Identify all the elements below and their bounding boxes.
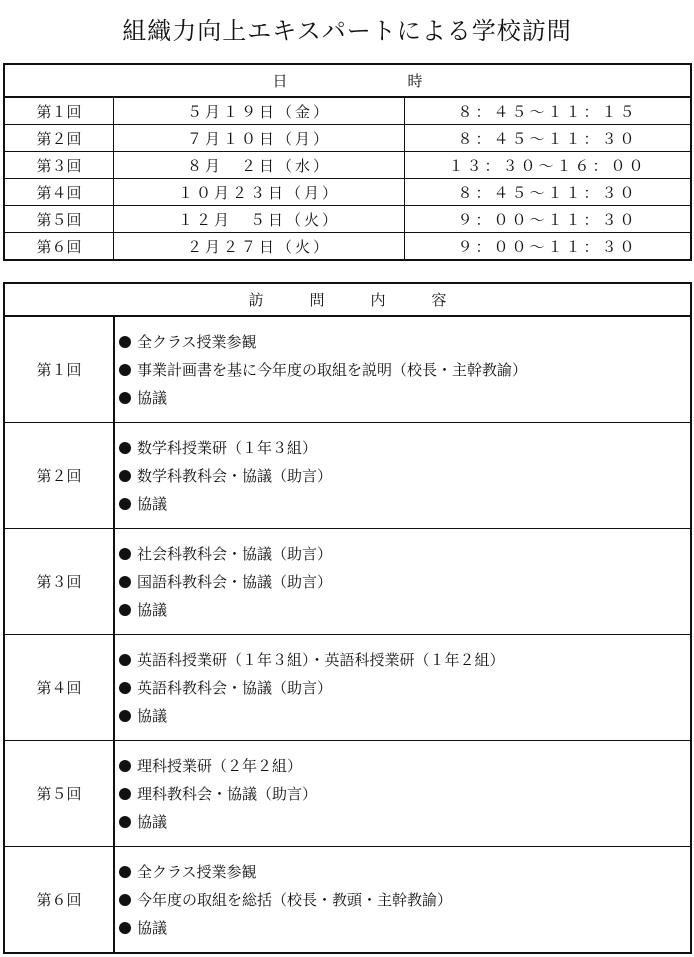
bullet-icon bbox=[119, 392, 131, 404]
visit-item bbox=[119, 808, 690, 836]
visit-ordinal: 第４回 bbox=[4, 635, 114, 741]
visits-header-row bbox=[4, 283, 691, 316]
visit-item bbox=[119, 540, 690, 568]
schedule-row bbox=[4, 179, 691, 206]
visit-item-text: 数学科授業研（１年３組） bbox=[137, 438, 318, 457]
visit-item-text: 事業計画書を基に今年度の取組を説明（校長・主幹教諭） bbox=[137, 360, 528, 379]
schedule-date: ２月２７日（火） bbox=[114, 233, 405, 261]
visit-item-text: 協議 bbox=[137, 918, 168, 937]
visit-item bbox=[119, 886, 690, 914]
visit-item-text: 数学科教科会・協議（助言） bbox=[137, 466, 333, 485]
schedule-row bbox=[4, 233, 691, 261]
bullet-icon bbox=[119, 654, 131, 666]
visit-ordinal: 第５回 bbox=[4, 741, 114, 847]
visit-item bbox=[119, 858, 690, 886]
bullet-icon bbox=[119, 604, 131, 616]
visits-header bbox=[4, 283, 691, 316]
visit-item-text: 国語科教科会・協議（助言） bbox=[137, 572, 333, 591]
schedule-ordinal: 第６回 bbox=[4, 233, 114, 261]
schedule-header-right: 時 bbox=[407, 72, 423, 90]
visit-item-text: 協議 bbox=[137, 600, 168, 619]
visits-header-char: 容 bbox=[431, 291, 447, 309]
visit-items bbox=[114, 635, 691, 741]
schedule-date: ７月１０日（月） bbox=[114, 125, 405, 152]
visit-item bbox=[119, 646, 690, 674]
visit-item bbox=[119, 462, 690, 490]
bullet-icon bbox=[119, 894, 131, 906]
schedule-date: ５月１９日（金） bbox=[114, 97, 405, 125]
schedule-ordinal: 第３回 bbox=[4, 152, 114, 179]
schedule-row bbox=[4, 97, 691, 125]
visit-item-text: 社会科教科会・協議（助言） bbox=[137, 544, 333, 563]
schedule-time: １３：３０〜１６：００ bbox=[405, 152, 692, 179]
bullet-icon bbox=[119, 866, 131, 878]
bullet-icon bbox=[119, 710, 131, 722]
document-title: 組織力向上エキスパートによる学校訪問 bbox=[122, 17, 572, 45]
schedule-time: ８：４５〜１１：３０ bbox=[405, 125, 692, 152]
bullet-icon bbox=[119, 442, 131, 454]
visit-item bbox=[119, 384, 690, 412]
visit-row bbox=[4, 741, 691, 847]
bullet-icon bbox=[119, 364, 131, 376]
visit-row bbox=[4, 316, 691, 423]
visit-item-text: 協議 bbox=[137, 812, 168, 831]
visit-content-table bbox=[3, 282, 692, 954]
schedule-header-row bbox=[4, 64, 691, 97]
bullet-icon bbox=[119, 682, 131, 694]
bullet-icon bbox=[119, 336, 131, 348]
schedule-header-left: 日 bbox=[272, 72, 288, 90]
visit-item bbox=[119, 328, 690, 356]
visit-item-text: 理科授業研（２年２組） bbox=[137, 756, 303, 775]
schedule-header bbox=[4, 64, 691, 97]
schedule-time: ９：００〜１１：３０ bbox=[405, 206, 692, 233]
bullet-icon bbox=[119, 922, 131, 934]
visit-item bbox=[119, 702, 690, 730]
schedule-row bbox=[4, 206, 691, 233]
schedule-row bbox=[4, 152, 691, 179]
schedule-ordinal: 第２回 bbox=[4, 125, 114, 152]
visit-item bbox=[119, 596, 690, 624]
schedule-date: ８月 ２日（水） bbox=[114, 152, 405, 179]
schedule-ordinal: 第４回 bbox=[4, 179, 114, 206]
visit-row bbox=[4, 847, 691, 954]
visit-item bbox=[119, 914, 690, 942]
visit-items bbox=[114, 423, 691, 529]
visit-row bbox=[4, 423, 691, 529]
visit-item-text: 全クラス授業参観 bbox=[137, 862, 257, 881]
visit-item bbox=[119, 490, 690, 518]
visit-items bbox=[114, 847, 691, 954]
visit-item bbox=[119, 356, 690, 384]
visit-item-text: 協議 bbox=[137, 388, 168, 407]
visit-items bbox=[114, 316, 691, 423]
schedule-date: １２月 ５日（火） bbox=[114, 206, 405, 233]
visit-item-text: 英語科授業研（１年３組）・英語科授業研（１年２組） bbox=[137, 650, 505, 669]
visit-item bbox=[119, 780, 690, 808]
visit-ordinal: 第２回 bbox=[4, 423, 114, 529]
schedule-time: ８：４５〜１１：１５ bbox=[405, 97, 692, 125]
visit-item bbox=[119, 674, 690, 702]
visit-item-text: 今年度の取組を総括（校長・教頭・主幹教諭） bbox=[137, 890, 453, 909]
bullet-icon bbox=[119, 576, 131, 588]
visit-item-text: 協議 bbox=[137, 494, 168, 513]
visit-row bbox=[4, 635, 691, 741]
bullet-icon bbox=[119, 788, 131, 800]
schedule-table bbox=[3, 63, 692, 261]
visit-item bbox=[119, 752, 690, 780]
schedule-ordinal: 第１回 bbox=[4, 97, 114, 125]
schedule-time: ９：００〜１１：３０ bbox=[405, 233, 692, 261]
bullet-icon bbox=[119, 816, 131, 828]
bullet-icon bbox=[119, 548, 131, 560]
visits-header-char: 訪 bbox=[248, 291, 264, 309]
visit-ordinal: 第６回 bbox=[4, 847, 114, 954]
visit-items bbox=[114, 741, 691, 847]
visit-row bbox=[4, 529, 691, 635]
visit-item-text: 全クラス授業参観 bbox=[137, 332, 257, 351]
visit-item-text: 英語科教科会・協議（助言） bbox=[137, 678, 333, 697]
schedule-time: ８：４５〜１１：３０ bbox=[405, 179, 692, 206]
bullet-icon bbox=[119, 760, 131, 772]
bullet-icon bbox=[119, 498, 131, 510]
visits-header-char: 内 bbox=[370, 291, 386, 309]
schedule-row bbox=[4, 125, 691, 152]
visits-header-char: 問 bbox=[309, 291, 325, 309]
visit-items bbox=[114, 529, 691, 635]
visit-item-text: 協議 bbox=[137, 706, 168, 725]
visit-ordinal: 第３回 bbox=[4, 529, 114, 635]
visit-item-text: 理科教科会・協議（助言） bbox=[137, 784, 318, 803]
bullet-icon bbox=[119, 470, 131, 482]
visit-item bbox=[119, 568, 690, 596]
visit-ordinal: 第１回 bbox=[4, 316, 114, 423]
schedule-ordinal: 第５回 bbox=[4, 206, 114, 233]
schedule-date: １０月２３日（月） bbox=[114, 179, 405, 206]
visit-item bbox=[119, 434, 690, 462]
